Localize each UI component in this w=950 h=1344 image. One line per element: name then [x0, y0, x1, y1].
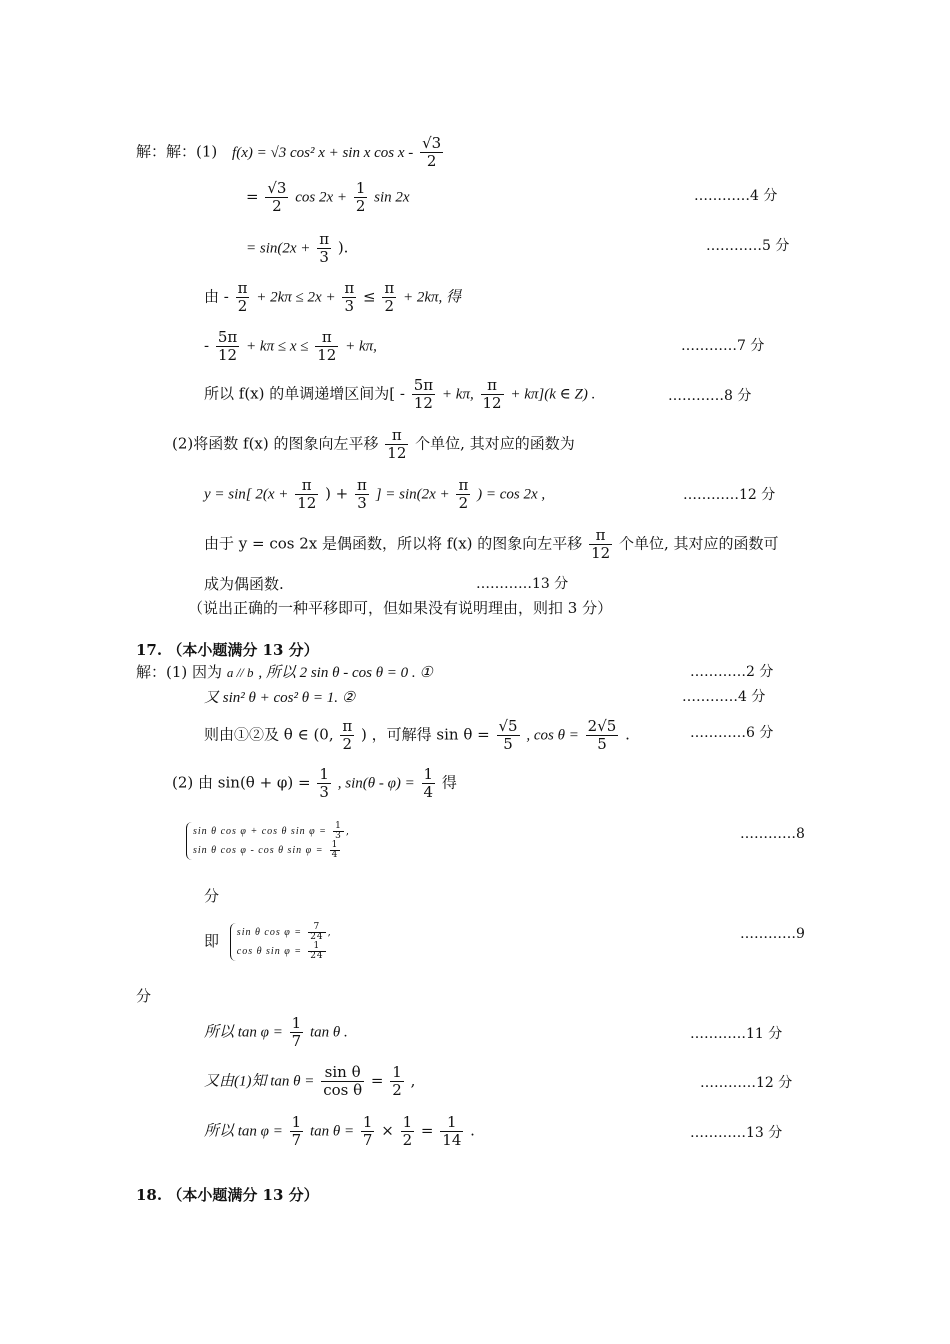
p17-fraction: $\frac{\pi}{2}$ [342, 717, 353, 753]
p17-line4: (2) 由 sin(θ + φ) = $\frac{1}{3}$ , sin(θ - φ) = $\frac{1}{4}$ 得 [172, 765, 457, 801]
p16-line10: 成为偶函数. [204, 575, 284, 593]
score-marker: …………4 分 [694, 188, 778, 204]
p17-fraction: $\frac{1}{3}$ [319, 765, 329, 801]
score-unit: 分 [136, 987, 152, 1005]
p16-solution-label: 解：解：(1) [136, 142, 218, 161]
p16-fraction: $\frac{1}{2}$ [355, 179, 366, 215]
p16-fraction: $\frac{\pi}{12}$ [317, 328, 337, 364]
p16-line9: 由于 y = cos 2x 是偶函数，所以将 f(x) 的图象向左平移 $\frac{\pi}{12}$ 个单位, 其对应的函数可 [204, 526, 779, 562]
score-marker: …………6 分 [690, 725, 774, 741]
p17-line7: 所以 tan φ = $\frac{1}{7}$ tan θ = $\frac{1}{7}$ × $\frac{1}{2}$ = $\frac{1}{14}$ . [204, 1113, 475, 1149]
p16-note: （说出正确的一种平移即可，但如果没有说明理由，则扣 3 分） [188, 599, 613, 617]
p17-fraction: $\frac{1}{7}$ [362, 1113, 373, 1149]
score-marker: …………11 分 [690, 1026, 783, 1042]
p17-line6: 又由(1)知 tan θ = $\frac{\text{sin θ}}{\text{cos θ}}$ = $\frac{1}{2}$ , [204, 1063, 416, 1099]
p16-fraction: $\frac{5\pi}{12}$ [413, 376, 434, 412]
p17-fraction: $\frac{1}{7}$ [291, 1014, 302, 1050]
p16-fraction: $\frac{\pi}{2}$ [458, 476, 469, 512]
p17-system2: 即 sin θ cos φ = $\frac{7}{24}$ , cos θ sin φ = $\frac{1}{24}$ [204, 922, 332, 961]
p16-line8: y = sin[ 2(x + $\frac{\pi}{12}$ ) + $\frac{\pi}{3}$ ] = sin(2x + $\frac{\pi}{2}$ ) = cos 2x , [204, 476, 546, 512]
p17-fraction: $\frac{1}{2}$ [392, 1063, 402, 1099]
p16-fraction: $\frac{\pi}{12}$ [482, 376, 502, 412]
p17-fraction: $\frac{2√5}{5}$ [587, 717, 617, 753]
p16-fraction: $\frac{5\pi}{12}$ [217, 328, 238, 364]
p17-fraction: $\frac{\text{sin θ}}{\text{cos θ}}$ [323, 1063, 363, 1099]
p16-fraction: $\frac{\pi}{2}$ [237, 279, 248, 315]
p17-line3: 则由①②及 θ ∈ (0, $\frac{\pi}{2}$ ) ，可解得 sin θ = $\frac{√5}{5}$ , cos θ = $\frac{2√5}{5}$ . [204, 717, 630, 753]
score-marker: …………2 分 [690, 664, 774, 680]
p16-fraction: $\frac{\pi}{12}$ [591, 526, 611, 562]
p16-fx-definition: f(x) = √3 cos² x + sin x cos x - [232, 144, 414, 161]
p16-fraction: $\frac{\pi}{12}$ [297, 476, 317, 512]
p16-fraction: $\frac{\pi}{3}$ [344, 279, 355, 315]
p16-fraction: $\frac{√3}{2}$ [422, 134, 442, 170]
p16-fraction: $\frac{\pi}{12}$ [387, 426, 407, 462]
p16-line4: 由 - $\frac{\pi}{2}$ + 2kπ ≤ 2x + $\frac{\pi}{3}$ ≤ $\frac{\pi}{2}$ + 2kπ, 得 [204, 279, 462, 315]
p16-line7: (2)将函数 f(x) 的图象向左平移 $\frac{\pi}{12}$ 个单位, 其对应的函数为 [172, 426, 575, 462]
score-marker: …………12 分 [700, 1075, 793, 1091]
p17-heading: 17. （本小题满分 13 分） [136, 641, 319, 659]
p16-line5: - $\frac{5\pi}{12}$ + kπ ≤ x ≤ $\frac{\pi}{12}$ + kπ, [204, 328, 377, 364]
equation-system: sin θ cos φ = $\frac{7}{24}$ , cos θ sin φ = $\frac{1}{24}$ [230, 923, 332, 961]
p17-fraction: $\frac{1}{4}$ [423, 765, 434, 801]
p16-fraction: $\frac{√3}{2}$ [267, 179, 287, 215]
p17-fraction: $\frac{1}{2}$ [402, 1113, 413, 1149]
score-marker: …………12 分 [683, 487, 776, 503]
p17-line5: 所以 tan φ = $\frac{1}{7}$ tan θ . [204, 1014, 348, 1050]
vector-notation: a // b [226, 665, 254, 680]
score-marker: …………4 分 [682, 689, 766, 705]
p16-fraction: $\frac{\pi}{3}$ [319, 230, 330, 266]
score-marker: …………9 [740, 926, 805, 942]
score-marker: …………13 分 [476, 576, 569, 592]
p17-fraction: $\frac{1}{7}$ [291, 1113, 302, 1149]
p16-line6: 所以 f(x) 的单调递增区间为[ - $\frac{5\pi}{12}$ + kπ, $\frac{\pi}{12}$ + kπ](k ∈ Z) . [204, 376, 596, 412]
score-unit: 分 [204, 887, 220, 905]
score-marker: …………8 分 [668, 388, 752, 404]
score-marker: …………8 [740, 826, 805, 842]
p18-heading: 18. （本小题满分 13 分） [136, 1186, 319, 1204]
score-marker: …………13 分 [690, 1125, 783, 1141]
p16-fraction: $\frac{\pi}{2}$ [384, 279, 395, 315]
score-marker: …………5 分 [706, 238, 790, 254]
p16-line1 [136, 135, 445, 170]
p17-line2: 又 sin² θ + cos² θ = 1. ② [204, 690, 356, 706]
p16-line2: = $\frac{√3}{2}$ cos 2x + $\frac{1}{2}$ sin 2x [246, 179, 410, 215]
p16-fraction: $\frac{\pi}{3}$ [357, 476, 367, 512]
p16-line3: = sin(2x + $\frac{\pi}{3}$ ). [246, 230, 349, 266]
p17-system1 [186, 822, 350, 860]
p17-fraction: $\frac{1}{14}$ [442, 1113, 462, 1149]
score-marker: …………7 分 [681, 338, 765, 354]
p17-line1: 解：(1) 因为 a // b , 所以 2 sin θ - cos θ = 0 . ① [136, 663, 433, 681]
equation-system: sin θ cos φ + cos θ sin φ = $\frac{1}{3}$ , sin θ cos φ - cos θ sin φ = $\frac{1}{4}$ [186, 822, 350, 860]
p17-fraction: $\frac{√5}{5}$ [498, 717, 518, 753]
